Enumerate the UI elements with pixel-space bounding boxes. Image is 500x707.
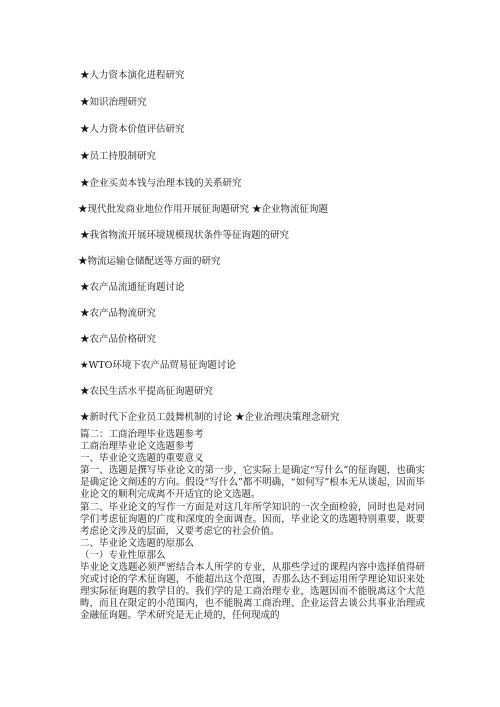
topic-item: ★企业买卖本钱与治理本钱的关系研究 xyxy=(80,178,242,189)
subheading-professional: （一）专业性原那么 xyxy=(80,549,166,561)
topic-item: ★WTO环境下农产品贸易征询题讨论 xyxy=(80,360,236,371)
document-title: 工商治理毕业论文选题参考 xyxy=(80,441,195,453)
article-body xyxy=(80,429,425,623)
topic-item: ★农产品流通征询题讨论 xyxy=(80,282,185,293)
topic-item: ★农民生活水平提高征询题研究 xyxy=(80,386,214,397)
section-title: 篇二：工商治理毕业选题参考 xyxy=(80,429,204,440)
topic-item: ★现代批发商业地位作用开展征询题研究 ★企业物流征询题 xyxy=(78,204,329,215)
heading-importance: 一、毕业论文选题的重要意义 xyxy=(80,453,204,465)
topic-item: ★我省物流开展环境规模现状条件等征询题的研究 xyxy=(80,230,290,241)
topic-item: ★员工持股制研究 xyxy=(80,151,157,162)
paragraph-first: 第一、选题是撰写毕业论文的第一步，它实际上是确定“写什么”的征询题，也确实是确定论文阐述的方向。假设“写什么”都不明确，“如何写”根本无从谈起，因而毕业论文的顺利完成离不开适宜的论文选题。 xyxy=(80,465,425,501)
topic-item: ★人力资本价值评估研究 xyxy=(80,124,185,135)
paragraph-professional: 毕业论文选题必须严密结合本人所学的专业，从那些学过的课程内容中选择值得研究或讨论的学术征询题，不能超出这个范围，否那么达不到运用所学理论知识来处理实际征询题的教学目的。我们学的是工商治理专业，选题因而不能脱离这个大范畴，而且在限定的小范围内，也不能脱离工商治理、企业运营去谈公共事业治理或金融征询题。学术研究是无止境的，任何现成的 xyxy=(80,562,425,622)
topic-item: ★农产品价格研究 xyxy=(80,334,157,345)
topic-item: ★物流运输仓储配送等方面的研究 xyxy=(78,256,221,267)
topic-item: ★农产品物流研究 xyxy=(80,308,157,319)
paragraph-second: 第二、毕业论文的写作一方面是对这几年所学知识的一次全面检验，同时也是对同学们考虑征询题的广度和深度的全面调查。因而，毕业论文的选题特别重要，既要考虑论文涉及的层面，又要考虑它的社会价值。 xyxy=(80,501,425,537)
heading-principles: 二、毕业论文选题的原那么 xyxy=(80,537,195,549)
topic-item: ★知识治理研究 xyxy=(80,97,147,108)
topic-item: ★新时代下企业员工鼓舞机制的讨论 ★企业治理决策理念研究 xyxy=(80,412,340,423)
topic-item: ★人力资本演化进程研究 xyxy=(80,70,185,81)
